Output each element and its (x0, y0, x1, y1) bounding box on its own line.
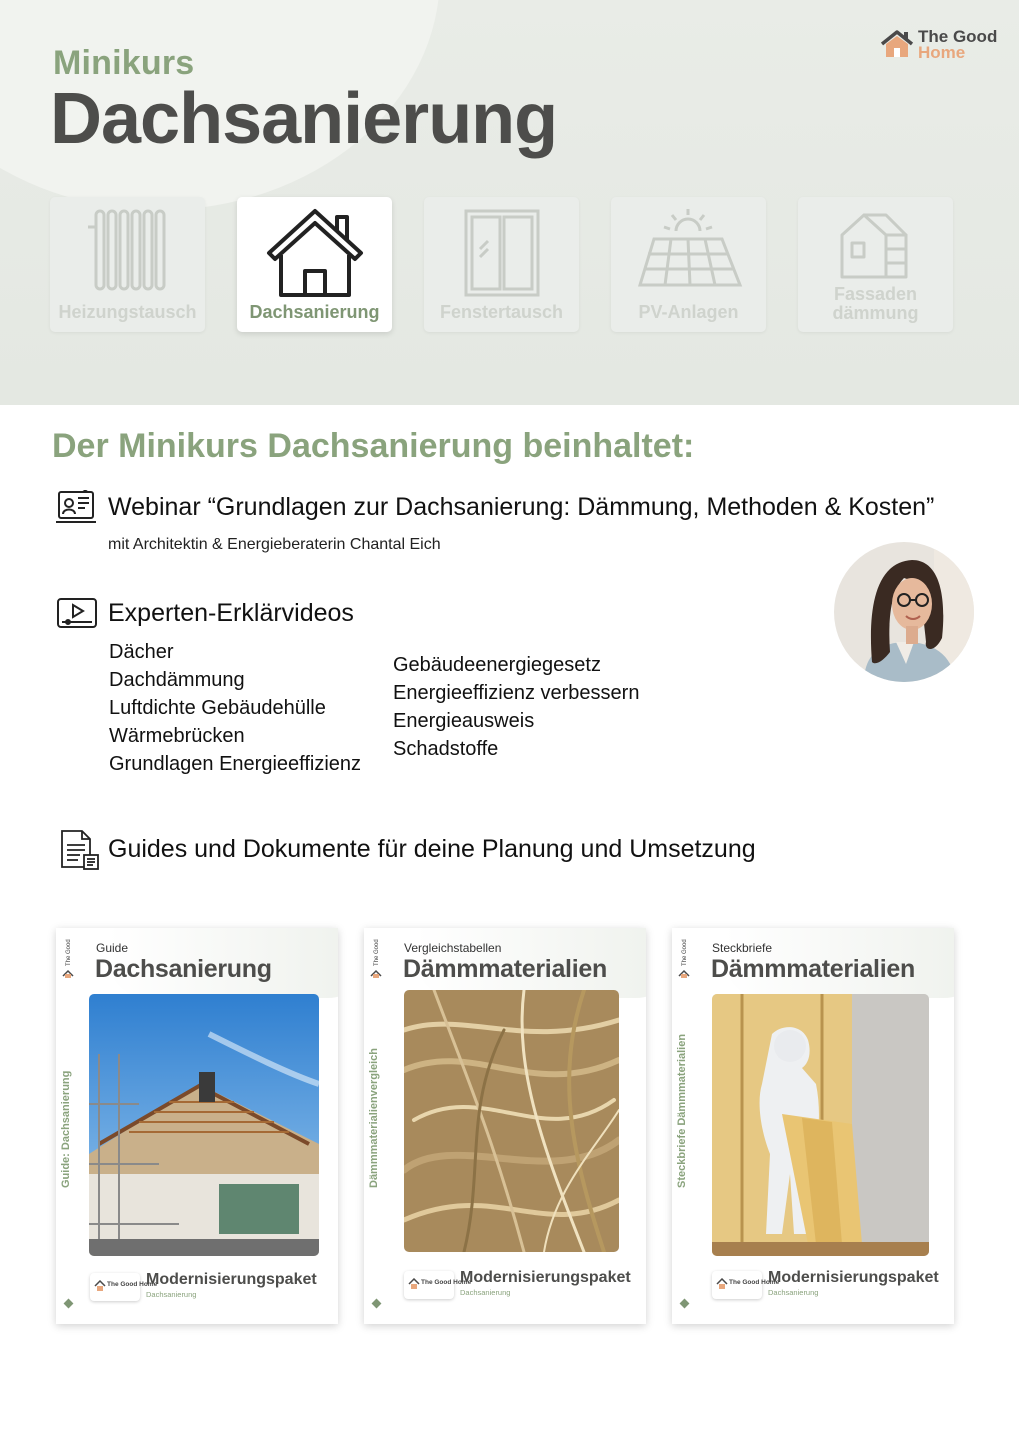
house-logo-icon (94, 1280, 106, 1292)
doc-footer-logo-text: The Good Home (729, 1279, 780, 1286)
category-label: Heizungstausch (58, 302, 197, 322)
doc-footer-title: Modernisierungspaket (460, 1269, 631, 1286)
roof-scaffold-image (89, 994, 319, 1256)
category-label: Fenstertausch (439, 302, 564, 322)
house-logo-icon (408, 1278, 420, 1290)
video-list-item: Grundlagen Energieeffizienz (109, 753, 362, 775)
guides-title: Guides und Dokumente für deine Planung und Umsetzung (108, 835, 756, 863)
logo-line2: Home (918, 43, 966, 62)
speaker-portrait (834, 542, 974, 682)
category-card-fenstertausch[interactable] (424, 197, 579, 332)
webinar-subtitle: mit Architektin & Energieberaterin Chantal Eich (108, 536, 441, 553)
video-list-item: Schadstoffe (393, 738, 499, 760)
video-list-item: Dachdämmung (109, 669, 245, 691)
doc-title: Dachsanierung (95, 955, 272, 983)
insulation-worker-image (712, 994, 929, 1256)
document-card-guide[interactable] (56, 928, 338, 1324)
doc-diamond (64, 1299, 74, 1309)
doc-kicker: Guide (96, 941, 129, 955)
course-category-cards (50, 197, 960, 337)
doc-vertical-label: Guide: Dachsanierung (60, 1070, 72, 1188)
doc-photo-insulation-worker (712, 994, 929, 1256)
video-list-item: Energieausweis (393, 710, 535, 732)
doc-footer-subtitle: Dachsanierung (146, 1290, 197, 1299)
doc-photo-fibers (404, 990, 619, 1252)
doc-title: Dämmmaterialien (711, 955, 915, 983)
doc-kicker: Vergleichstabellen (404, 941, 502, 955)
doc-footer-subtitle: Dachsanierung (460, 1288, 511, 1297)
doc-footer (90, 1271, 330, 1303)
webinar-icon (55, 490, 97, 526)
solar-panel-icon (634, 205, 744, 295)
doc-kicker: Steckbriefe (712, 941, 773, 955)
doc-vertical-label: Steckbriefe Dämmmaterialien (676, 1033, 688, 1188)
window-icon (462, 205, 542, 297)
doc-footer-logo (712, 1271, 780, 1299)
video-list-item: Gebäudeenergiegesetz (393, 654, 601, 676)
category-label-line2: dämmung (832, 303, 919, 323)
document-card-steckbriefe[interactable] (672, 928, 954, 1324)
page-title: Dachsanierung (50, 79, 558, 159)
doc-footer (404, 1269, 644, 1301)
svg-text:The Good: The Good (66, 939, 72, 966)
video-list-col1 (109, 638, 361, 778)
videos-title: Experten-Erklärvideos (108, 599, 354, 627)
category-label: PV-Anlagen (638, 302, 739, 322)
video-list-item: Luftdichte Gebäudehülle (109, 697, 326, 719)
page-kicker: Minikurs (53, 44, 195, 82)
doc-footer (712, 1269, 952, 1301)
doc-vertical-label: Dämmmaterialienvergleich (368, 1047, 380, 1188)
video-list-item: Energieeffizienz verbessern (393, 682, 640, 704)
doc-footer-logo-text: The Good Home (107, 1281, 158, 1288)
doc-title: Dämmmaterialien (403, 955, 607, 983)
doc-diamond (372, 1299, 382, 1309)
document-card-vergleichstabellen[interactable] (364, 928, 646, 1324)
video-icon (56, 597, 98, 631)
category-label: Dachsanierung (249, 302, 380, 322)
video-list-item: Dächer (109, 641, 174, 663)
category-label-line1: Fassaden (833, 284, 918, 304)
video-list-item: Wärmebrücken (109, 725, 245, 747)
document-icon (58, 829, 100, 871)
speaker-portrait-image (834, 542, 974, 682)
category-card-pv-anlagen[interactable] (611, 197, 766, 332)
doc-photo-roof (89, 994, 319, 1256)
facade-icon (836, 205, 916, 279)
brand-logo[interactable] (880, 27, 1005, 67)
doc-footer-logo (404, 1271, 472, 1299)
header-banner (0, 0, 1019, 405)
logo-line1: The Good (918, 27, 998, 46)
section-title: Der Minikurs Dachsanierung beinhaltet: (52, 427, 695, 465)
doc-footer-logo-text: The Good Home (421, 1279, 472, 1286)
doc-diamond (680, 1299, 690, 1309)
doc-footer-subtitle: Dachsanierung (768, 1288, 819, 1297)
doc-footer-title: Modernisierungspaket (768, 1269, 939, 1286)
video-list-col2 (393, 651, 639, 763)
mini-logo-icon (61, 936, 75, 978)
house-icon (265, 205, 365, 297)
category-card-dachsanierung[interactable] (237, 197, 392, 332)
svg-text:The Good: The Good (374, 939, 380, 966)
house-logo-icon (716, 1278, 728, 1290)
svg-text:The Good: The Good (682, 939, 688, 966)
house-logo-icon (880, 29, 914, 59)
category-card-fassaden-daemmung[interactable] (798, 197, 953, 332)
webinar-title: Webinar “Grundlagen zur Dachsanierung: Dämmung, Methoden & Kosten” (108, 493, 935, 521)
straw-fiber-image (404, 990, 619, 1252)
radiator-icon (88, 205, 168, 291)
mini-logo-icon (369, 936, 383, 978)
doc-footer-logo (90, 1273, 158, 1301)
category-card-heizungstausch[interactable] (50, 197, 205, 332)
doc-footer-title: Modernisierungspaket (146, 1271, 317, 1288)
mini-logo-icon (677, 936, 691, 978)
